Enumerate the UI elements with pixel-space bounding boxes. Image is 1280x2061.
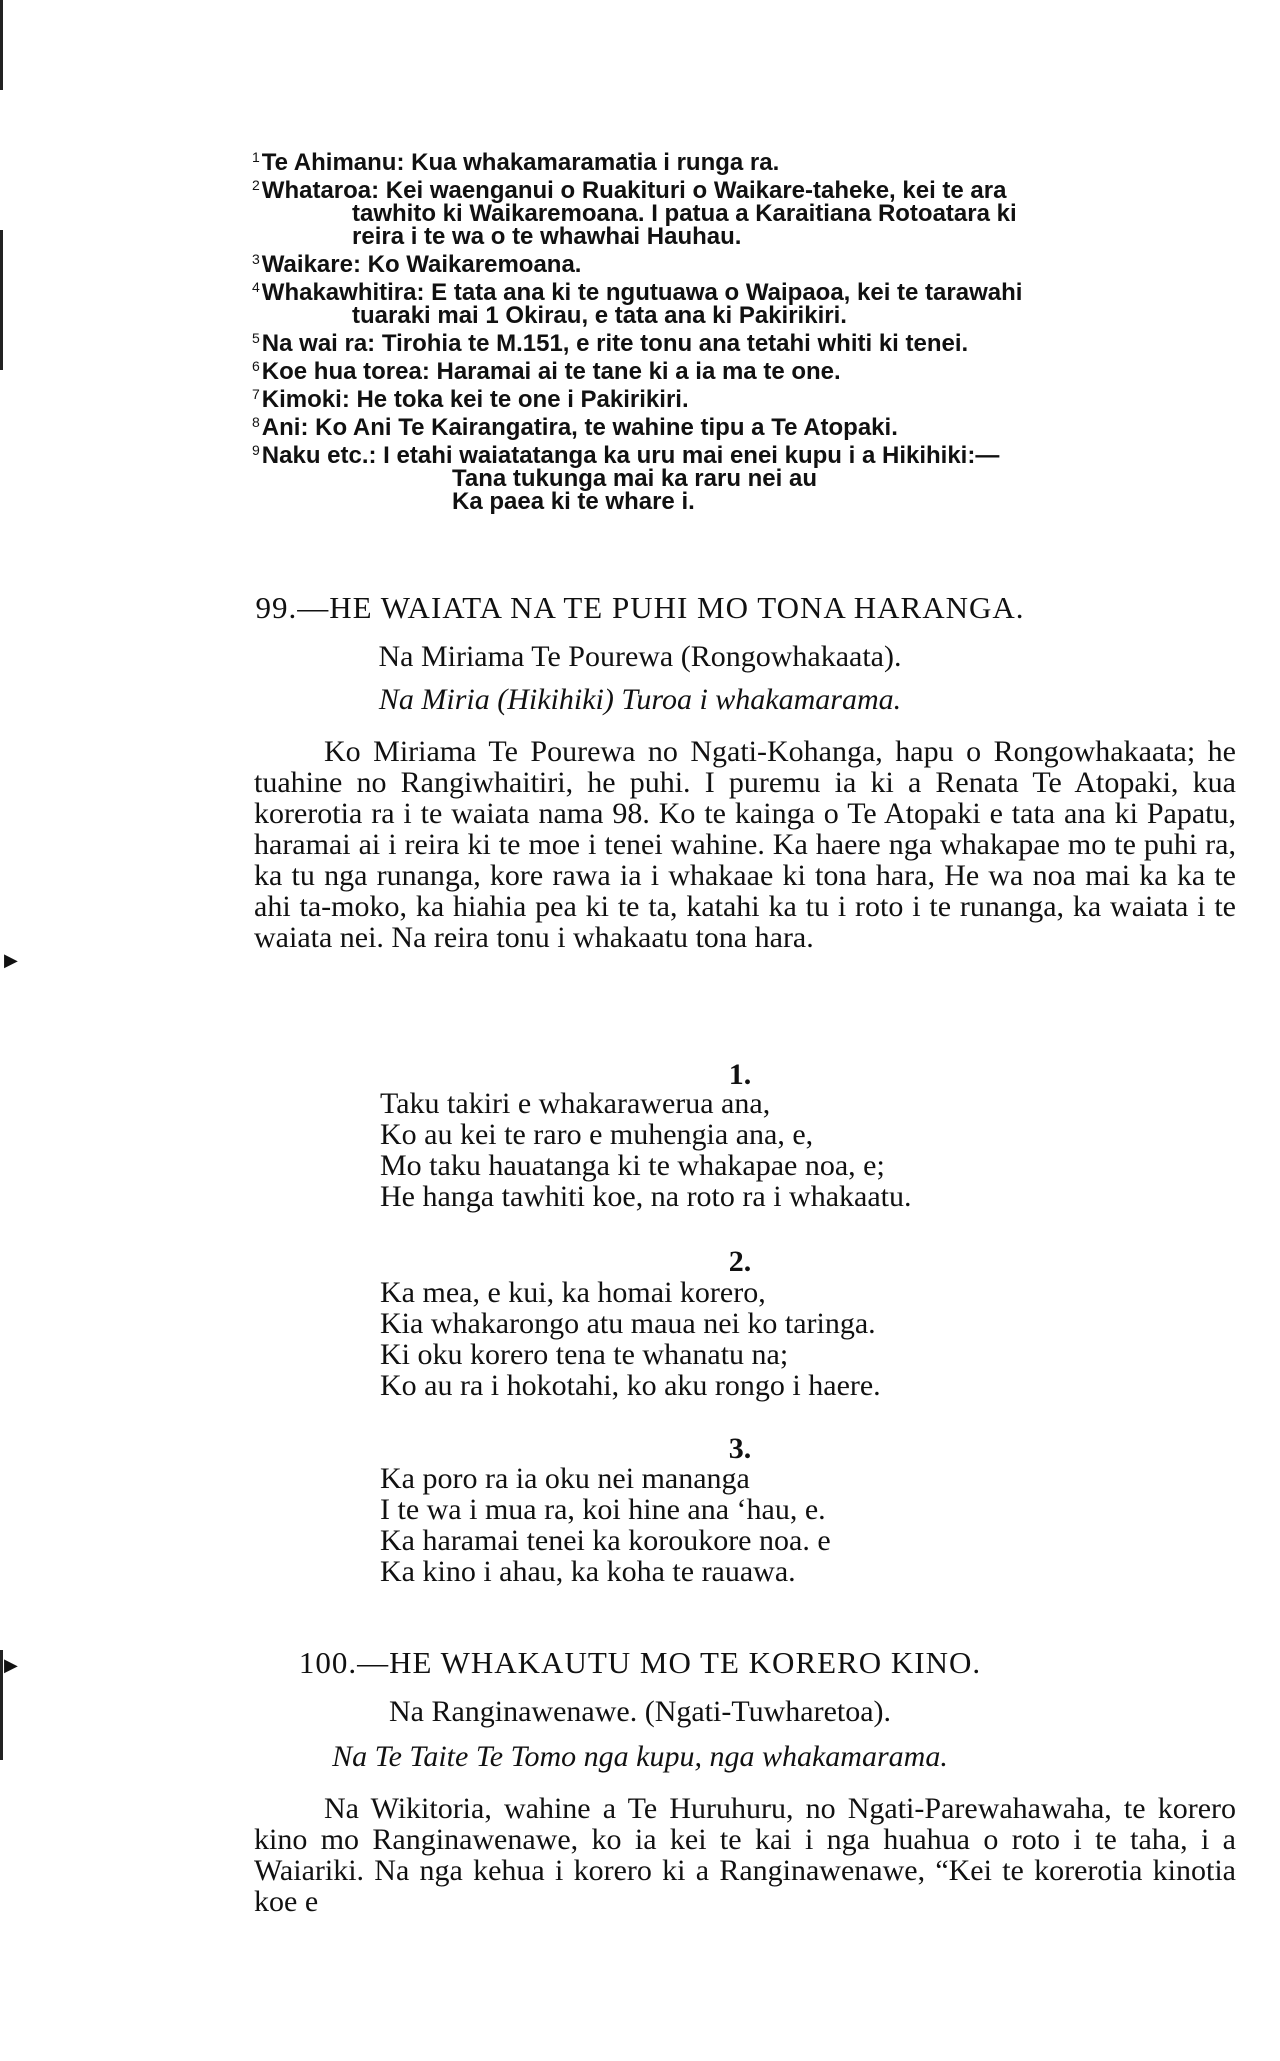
stanza-number: 2. [728,1245,752,1278]
footnote-text: Kimoki: He toka kei te one i Pakirikiri. [261,386,689,413]
footnote-1 [252,146,1237,174]
scan-edge-mark [0,230,3,370]
margin-arrow-icon: ▶ [4,1655,18,1676]
verse-line: Ko au kei te raro e muhengia ana, e, [380,1118,814,1151]
intro-paragraph: Ko Miriama Te Pourewa no Ngati-Kohanga, hapu o Rongowhakaata; he tuahine no Rangiwhaitiri, he puhi. I puremu ia ki a Renata Te Atopaki, kua korerotia ra i te waiata nama 98. Ko te kainga o Te Atopaki e tata ana ki Papatu, haramai ai i reira ki te moe i tenei wahine. Ka haere nga whakapae mo te puhi ra, ka tu nga runanga, kore rawa ia i whakaae ki tona hara, He wa noa mai ka ka te ahi ta-moko, ka hiahia pea ki te ta, katahi ka tu i roto i te runanga, ka waiata i te waiata nei. Na reira tonu i whakaatu tona hara. [254,735,1236,954]
footnote-marker: 8 [252,414,260,430]
verse-line: Taku takiri e whakarawerua ana, [380,1087,771,1120]
song-99-intro [254,736,1236,953]
song-100-author: Na Ranginawenawe. (Ngati-Tuwharetoa). [388,1695,892,1728]
verse-line: Ko au ra i hokotahi, ko aku rongo i haere. [380,1369,881,1402]
footnote-marker: 2 [252,177,260,193]
song-99-title: 99.—HE WAIATA NA TE PUHI MO TONA HARANGA. [255,590,1025,625]
footnote-continuation: reira i te wa o te whawhai Hauhau. [352,223,742,250]
verse-line: Mo taku hauatanga ki te whakapae noa, e; [380,1149,885,1182]
song-100-explainer: Na Te Taite Te Tomo nga kupu, nga whakamarama. [332,1740,948,1773]
footnote-6 [252,355,1237,383]
footnote-marker: 1 [252,149,260,165]
verse-line: Kia whakarongo atu maua nei ko taringa. [380,1307,876,1340]
footnote-text: Koe hua torea: Haramai ai te tane ki a ia ma te one. [261,358,841,385]
margin-arrow-icon: ▶ [4,950,18,971]
song-100-title: 100.—HE WHAKAUTU MO TE KORERO KINO. [298,1645,982,1680]
verse-line: Ki oku korero tena te whanatu na; [380,1338,789,1371]
stanza-number: 3. [728,1432,752,1465]
scan-edge-mark [0,0,3,90]
footnote-marker: 9 [252,442,260,458]
footnote-9 [252,439,1237,467]
verse-line: He hanga tawhiti koe, na roto ra i whakaatu. [380,1180,912,1213]
footnote-continuation: tuaraki mai 1 Okirau, e tata ana ki Pakirikiri. [352,302,847,329]
stanza-1 [380,1088,911,1212]
footnote-marker: 5 [252,330,260,346]
footnote-marker: 3 [252,251,260,267]
footnote-text: Na wai ra: Tirohia te M.151, e rite tonu ana tetahi whiti ki tenei. [261,330,969,357]
footnote-text: Whakawhitira: E tata ana ki te ngutuawa o Waipaoa, kei te tarawahi [261,279,1023,306]
footnote-2 [252,174,1237,248]
footnote-text: Ani: Ko Ani Te Kairangatira, te wahine tipu a Te Atopaki. [261,414,898,441]
footnotes [252,146,1237,513]
footnote-8 [252,411,1237,439]
footnote-7 [252,383,1237,411]
footnote-verse-line: Tana tukunga mai ka raru nei au [452,465,817,492]
footnote-marker: 6 [252,358,260,374]
verse-line: Ka haramai tenei ka koroukore noa. e [380,1524,831,1557]
verse-line: I te wa i mua ra, koi hine ana ‘hau, e. [380,1493,826,1526]
footnote-marker: 4 [252,279,260,295]
footnote-marker: 7 [252,386,260,402]
footnote-text: Whataroa: Kei waenganui o Ruakituri o Waikare-taheke, kei te ara [261,177,1007,204]
footnote-5 [252,327,1237,355]
footnote-continuation: tawhito ki Waikaremoana. I patua a Karaitiana Rotoatara ki [352,200,1017,227]
footnote-text: Te Ahimanu: Kua whakamaramatia i runga ra. [261,149,780,176]
footnote-3 [252,248,1237,276]
stanza-3 [380,1463,831,1587]
song-99-author: Na Miriama Te Pourewa (Rongowhakaata). [378,640,902,673]
verse-line: Ka poro ra ia oku nei mananga [380,1462,750,1495]
footnote-4 [252,276,1237,327]
song-100-intro [254,1793,1236,1917]
intro-paragraph: Na Wikitoria, wahine a Te Huruhuru, no Ngati-Parewahawaha, te korero kino mo Ranginawenawe, ko ia kei te kai i nga huahua o roto i te taha, i a Waiariki. Na nga kehua i korero ki a Ranginawenawe, “Kei te korerotia kinotia koe e [254,1792,1236,1918]
stanza-2 [380,1277,881,1401]
footnote-text: Waikare: Ko Waikaremoana. [261,251,582,278]
song-99-explainer: Na Miria (Hikihiki) Turoa i whakamarama. [378,683,902,716]
footnote-text: Naku etc.: I etahi waiatatanga ka uru mai enei kupu i a Hikihiki:— [261,442,1000,469]
verse-line: Ka mea, e kui, ka homai korero, [380,1276,766,1309]
footnote-verse-line: Ka paea ki te whare i. [452,488,695,515]
verse-line: Ka kino i ahau, ka koha te rauawa. [380,1555,796,1588]
stanza-number: 1. [728,1058,752,1091]
